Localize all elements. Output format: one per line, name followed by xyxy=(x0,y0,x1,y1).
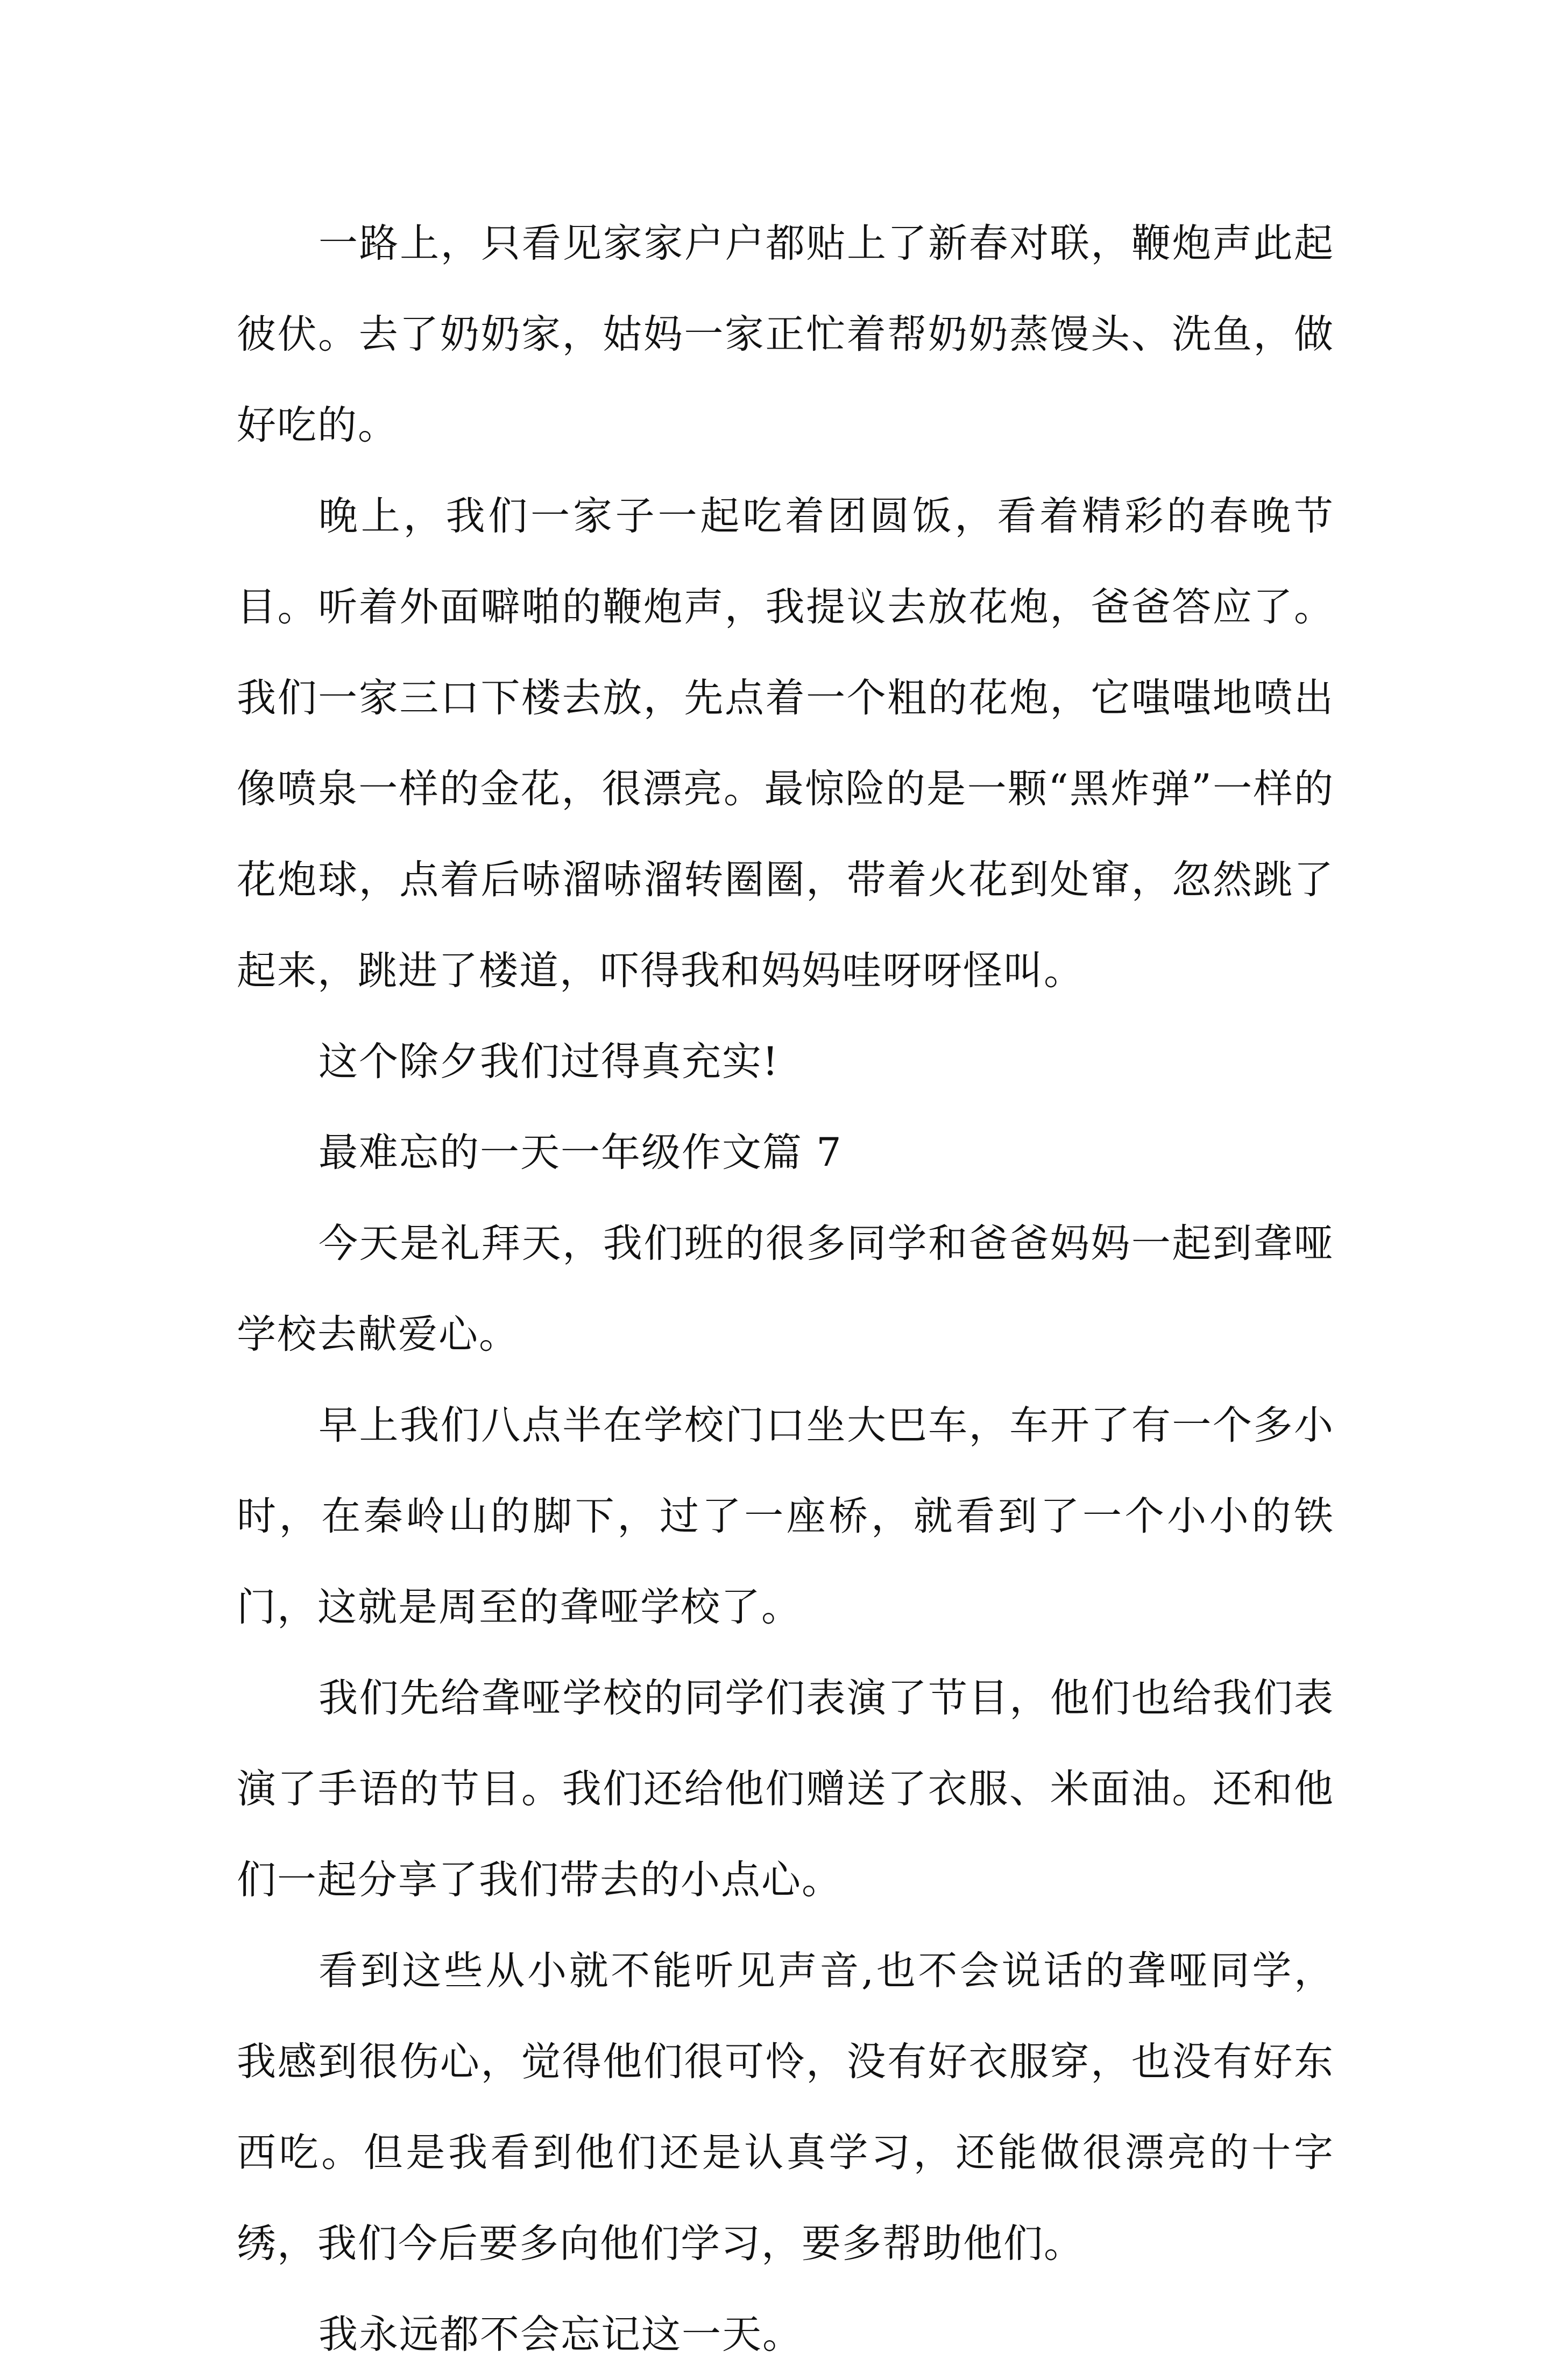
paragraph: 今天是礼拜天，我们班的很多同学和爸爸妈妈一起到聋哑学校去献爱心。 xyxy=(237,1221,1334,1357)
document-body xyxy=(237,198,1334,2380)
section-heading: 最难忘的一天一年级作文篇 7 xyxy=(319,1130,843,1175)
paragraph: 早上我们八点半在学校门口坐大巴车，车开了有一个多小时，在秦岭山的脚下，过了一座桥，就看到了一个小小的铁门，这就是周至的聋哑学校了。 xyxy=(237,1402,1334,1630)
paragraph: 我们先给聋哑学校的同学们表演了节目，他们也给我们表演了手语的节目。我们还给他们赠送了衣服、米面油。还和他们一起分享了我们带去的小点心。 xyxy=(237,1675,1334,1903)
paragraph: 晚上，我们一家子一起吃着团圆饭，看着精彩的春晚节目。听着外面噼啪的鞭炮声，我提议去放花炮，爸爸答应了。我们一家三口下楼去放，先点着一个粗的花炮，它嗤嗤地喷出像喷泉一样的金花，很漂亮。最惊险的是一颗“黑炸弹”一样的花炮球，点着后哧溜哧溜转圈圈，带着火花到处窜，忽然跳了起来，跳进了楼道，吓得我和妈妈哇呀呀怪叫。 xyxy=(237,493,1334,994)
paragraph: 我永远都不会忘记这一天。 xyxy=(319,2312,803,2357)
paragraph: 看到这些从小就不能听见声音,也不会说话的聋哑同学，我感到很伤心，觉得他们很可怜，没有好衣服穿，也没有好东西吃。但是我看到他们还是认真学习，还能做很漂亮的十字绣，我们今后要多向他们学习，要多帮助他们。 xyxy=(237,1948,1334,2266)
paragraph: 一路上，只看见家家户户都贴上了新春对联，鞭炮声此起彼伏。去了奶奶家，姑妈一家正忙着帮奶奶蒸馒头、洗鱼，做好吃的。 xyxy=(237,221,1334,448)
paragraph: 这个除夕我们过得真充实! xyxy=(319,1039,780,1085)
